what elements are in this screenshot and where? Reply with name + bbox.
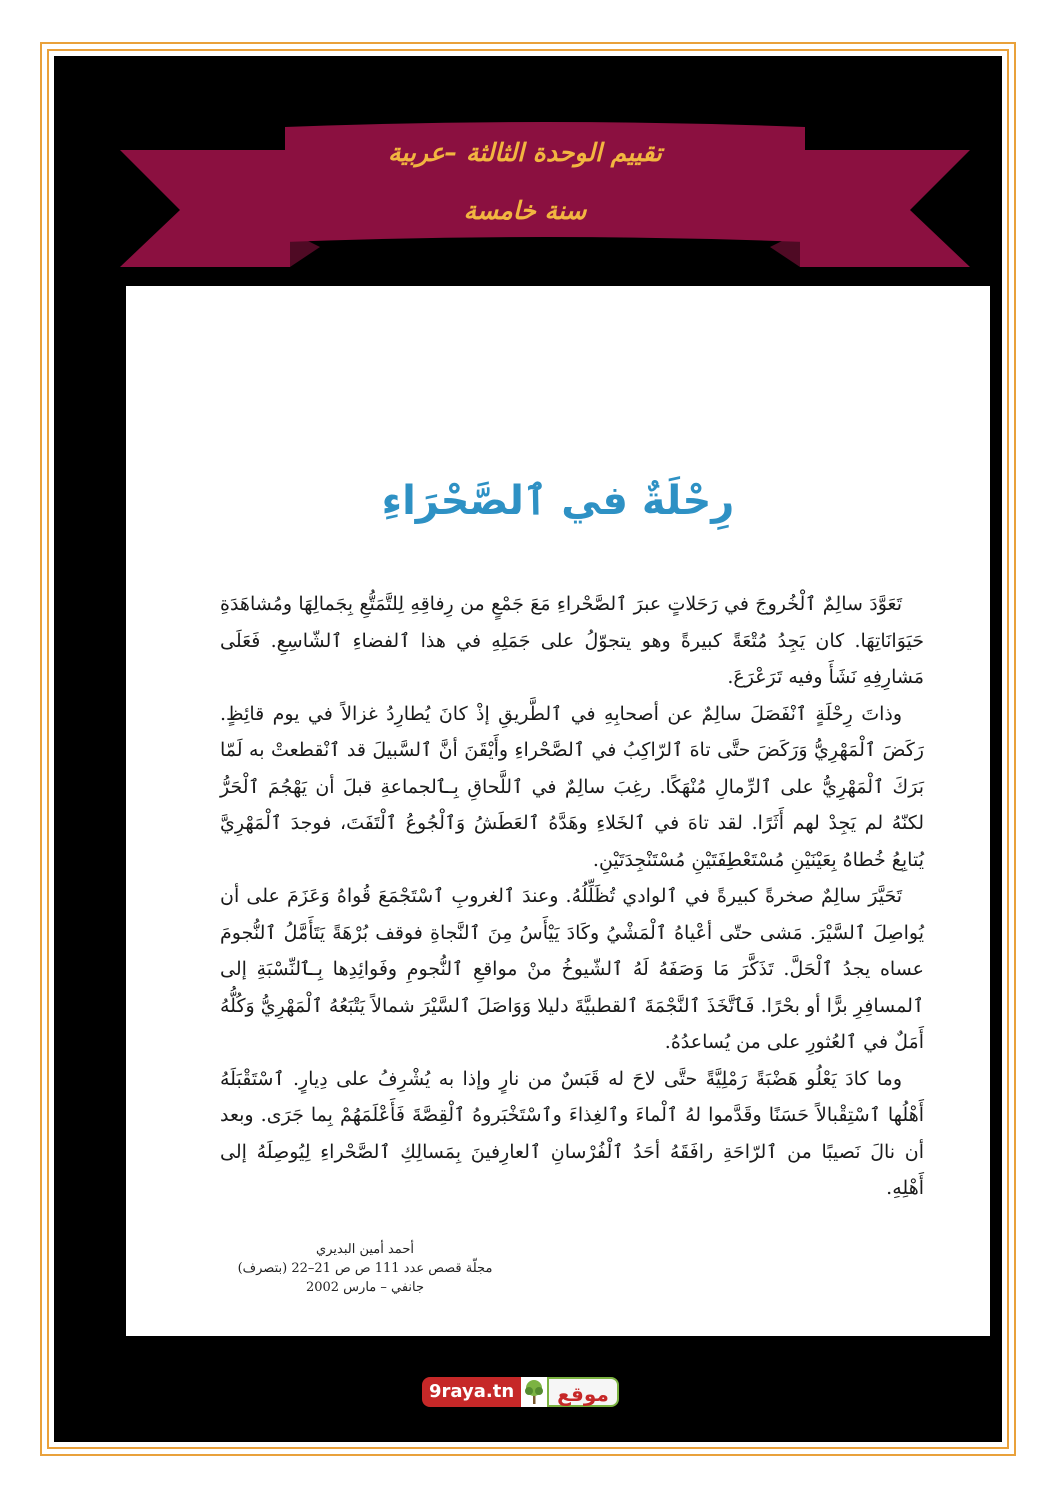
- paragraph: تَحَيَّرَ سالِمٌ صخرةً كبيرةً في ٱلوادي تُظَلِّلُهُ. وعندَ ٱلغروبِ ٱسْتَجْمَعَ قُواهُ وَعَزَمَ على أن يُواصِلَ ٱلسَّيْرَ. مَشى حتّى أعْياهُ ٱلْمَشْيُ وكَادَ يَيْأَسُ مِنَ ٱلنَّجاةِ فوقف بُرْهَةً يَتَأَمَّلُ ٱلنُّجومَ عساه يجدُ ٱلْحَلَّ. تَذَكَّرَ مَا وَصَفَهُ لَهُ ٱلشّيوخُ منْ مواقعِ ٱلنُّجومِ وفَوائِدِها بِـٱلنِّسْبَةِ إلى ٱلمسافِرِ برًّا أو بحْرًا. فَٱتَّخَذَ ٱلنَّجْمَةَ ٱلقطبيَّةَ دليلا وَوَاصَلَ ٱلسَّيْرَ شمالاً يَتْبَعُهُ ٱلْمَهْرِيُّ وَكُلُّهُ أَمَلٌ في ٱلعُثورِ على من يُساعدُهُ.: [220, 885, 924, 1053]
- paragraph: وما كادَ يَعْلُو هَضْبَةً رَمْلِيَّةً حتَّى لاحَ له قَبَسٌ من نارٍ وإذا به يُشْرِفُ على دِيارٍ. ٱسْتَقْبَلَهُ أَهْلُها ٱسْتِقْبالاً حَسَنًا وقَدَّموا لهُ ٱلْماءَ وٱلغِذاءَ وٱسْتَخْبَروهُ ٱلْقِصَّةَ فَأَعْلَمَهُمْ بِما جَرَى. وبعد أن نالَ نَصيبًا من ٱلرّاحَةِ رافَقَهُ أحَدُ ٱلْفُرْسانِ ٱلعارِفينَ بِمَسالِكِ ٱلصَّحْراءِ لِيُوصِلَهُ إلى أَهْلِهِ.: [220, 1067, 924, 1199]
- logo-word: موقع: [547, 1377, 619, 1407]
- story-text: [220, 586, 924, 1207]
- credits: [230, 1240, 500, 1297]
- site-logo[interactable]: [422, 1372, 628, 1412]
- author: أحمد أمين البديري: [316, 1242, 414, 1257]
- document-page: [126, 286, 990, 1336]
- tree-icon: [521, 1377, 547, 1407]
- paragraph: تَعَوَّدَ سالِمٌ ٱلْخُروجَ في رَحَلاتٍ عبرَ ٱلصَّحْراءِ مَعَ جَمْعٍ من رِفاقِهِ لِلتَّمَتُّعِ بِجَمالِهَا ومُشاهَدَةِ حَيَوَانَاتِهَا. كان يَجِدُ مُتْعَةً كبيرةً وهو يتجوّلُ على جَمَلِهِ في هذا ٱلفضاءِ ٱلشّاسِعِ. فَعَلَى مَشارِفِهِ نَشَأَ وفيه تَرَعْرَعَ.: [220, 593, 924, 688]
- paragraph: وذاتَ رِحْلَةٍ ٱنْفَصَلَ سالِمٌ عن أصحابِهِ في ٱلطَّريقِ إذْ كانَ يُطارِدُ غزالاً في يوم قائِظٍ. رَكَضَ ٱلْمَهْرِيُّ وَرَكَضَ حتَّى تاهَ ٱلرّاكِبُ في ٱلصَّحْراءِ وأَيْقَنَ أنَّ ٱلسَّبيلَ قد ٱنْقطعتْ به لَمّا بَرَكَ ٱلْمَهْرِيُّ على ٱلرِّمالِ مُنْهَكًا. رغِبَ سالِمٌ في ٱللَّحاقِ بِـٱلجماعةِ قبلَ أن يَهْجُمَ ٱلْحَرُّ لكنّهُ لم يَجِدْ لهم أَثَرًا. لقد تاهَ في ٱلخَلاءِ وهَدَّهُ ٱلعَطَشُ وَٱلْجُوعُ ٱلْتَفَتَ، فوجدَ ٱلْمَهْرِيَّ يُتابِعُ خُطاهُ بِعَيْنَيْنِ مُسْتَعْطِفَتَيْنِ مُسْتَنْجِدَتَيْنِ.: [220, 702, 924, 871]
- banner-title: تقييم الوحدة الثالثة –عربية: [388, 138, 662, 167]
- source: مجلّة قصص عدد 111 ص ص 21–22 (بتصرف): [237, 1261, 493, 1276]
- document-title: رِحْلَةٌ في ٱلصَّحْرَاءِ: [381, 478, 735, 524]
- logo-site-name: 9raya.tn: [422, 1377, 521, 1407]
- date: جانفي – مارس 2002: [305, 1280, 425, 1295]
- banner-subtitle: سنة خامسة: [463, 196, 587, 225]
